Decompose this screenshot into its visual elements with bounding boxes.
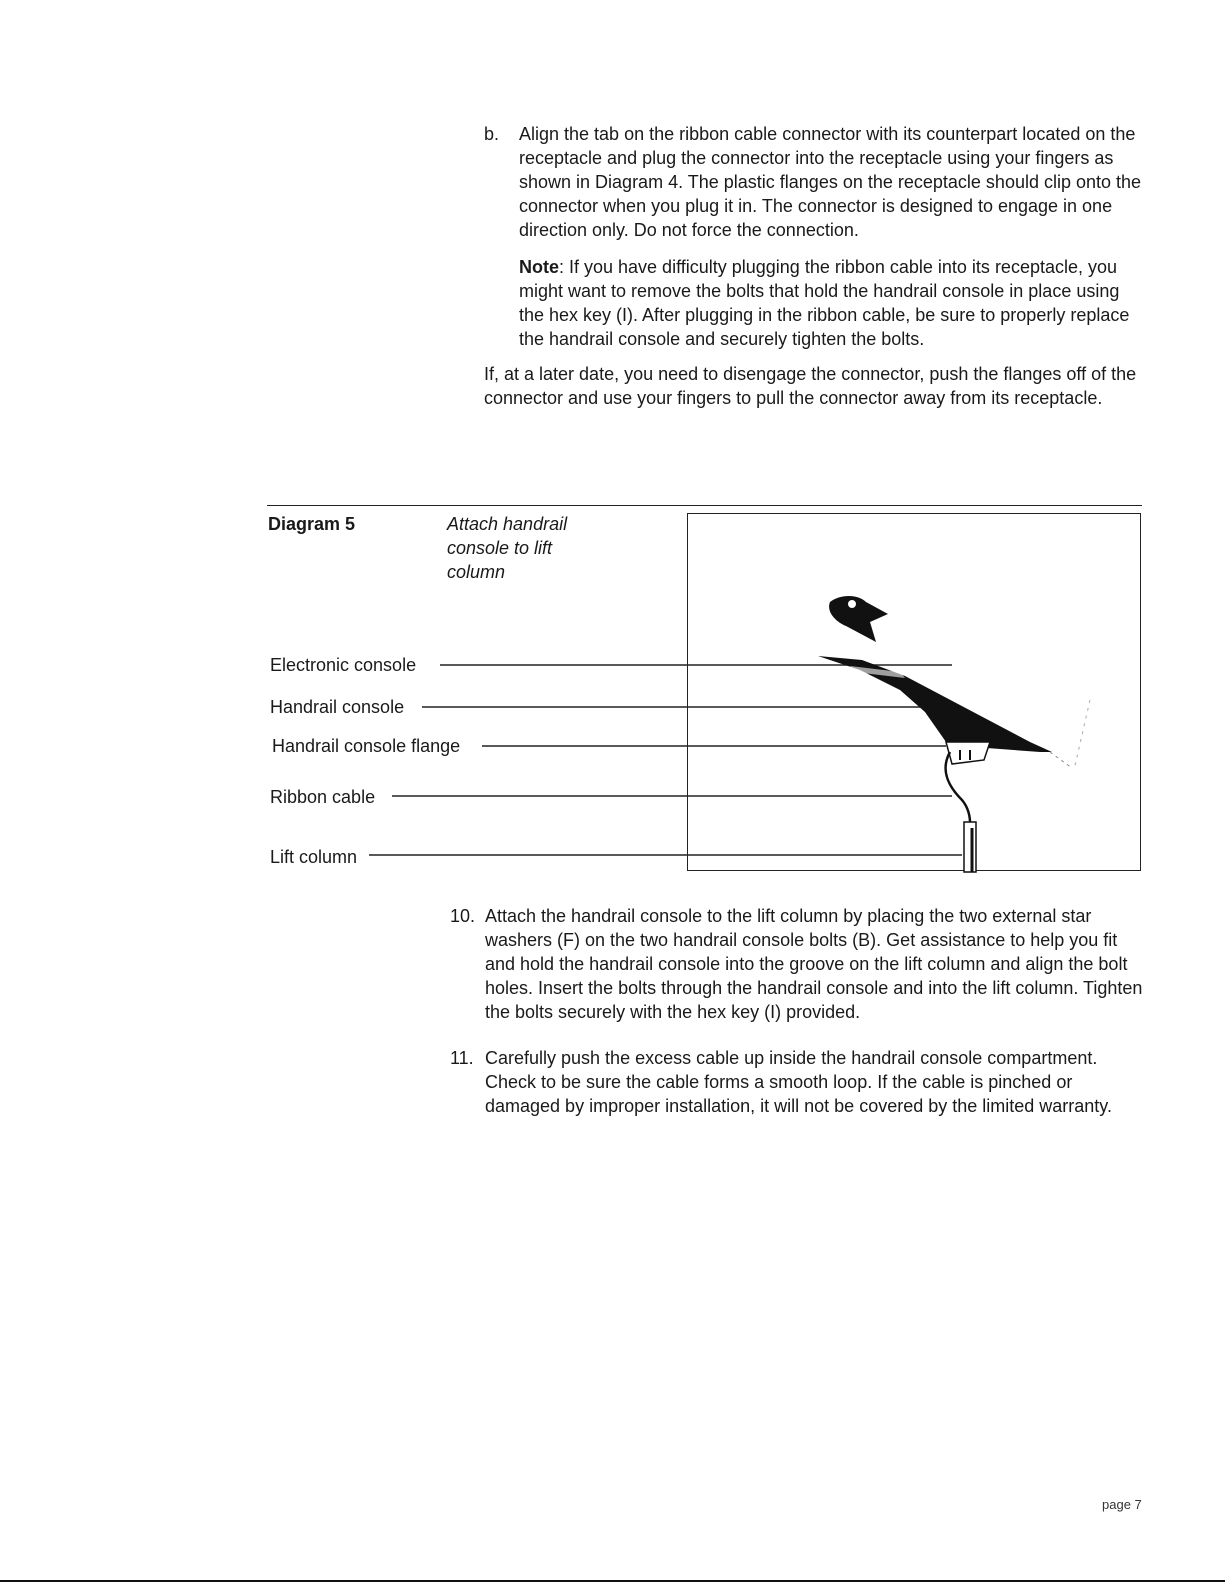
callout-handrail-console: Handrail console [270,697,405,717]
diagram-caption: Attach handrail console to lift column [447,514,568,582]
step-11-text: Carefully push the excess cable up inside the handrail console compartment. Check to be sure the cable forms a smooth loop. If the cable is pinched or damaged by improper installation, it will not be covered by the limited warranty. [485,1048,1112,1116]
step-b-marker: b. [484,124,500,144]
diagram-label: Diagram 5 [268,514,356,534]
console-button [848,600,856,608]
note-label: Note [519,257,559,277]
lift-column-shape [964,822,976,872]
electronic-console-shape [829,596,888,642]
callout-ribbon-cable: Ribbon cable [270,787,376,807]
step-b-text: Align the tab on the ribbon cable connector with its counterpart located on the receptacle and plug the connector into the receptacle using your fingers as shown in Diagram 4. The plastic flanges on the receptacle should clip onto the connector when you plug it in. The connector is designed to engage in one direction only. Do not force the connection. [519,124,1142,240]
phantom-line-1 [1050,752,1072,768]
handrail-flange-shape [946,742,990,764]
callout-electronic-console: Electronic console [270,655,417,675]
step-11 [450,1046,1145,1146]
callout-lift-column: Lift column [270,847,358,867]
step-10-number: 10. [450,906,476,926]
step-10-text: Attach the handrail console to the lift column by placing the two external star washers (F) on the two handrail console bolts (B). Get assistance to help you fit and hold the handrail console into the groove on the lift column and align the bolt holes. Insert the bolts through the handrail console and into the lift column. Tighten the bolts securely with the hex key (I) provided. [485,906,1143,1022]
step-10 [450,904,1145,1028]
note-text: : If you have difficulty plugging the ribbon cable into its receptacle, you might want to remove the bolts that hold the handrail console in place using the hex key (I). After plugging in the ribbon cable, be sure to properly replace the handrail console and securely tighten the bolts. [519,257,1130,349]
step-11-number: 11. [450,1048,474,1068]
callout-handrail-console-flange: Handrail console flange [272,736,461,756]
handrail-console-shape [818,656,1052,752]
bottom-rule [0,1580,1225,1582]
disengage-paragraph: If, at a later date, you need to disengage the connector, push the flanges off of the connector and use your fingers to pull the connector away from its receptacle. [484,364,1137,408]
page-number: page 7 [1102,1497,1142,1512]
phantom-line-2 [1074,700,1090,770]
